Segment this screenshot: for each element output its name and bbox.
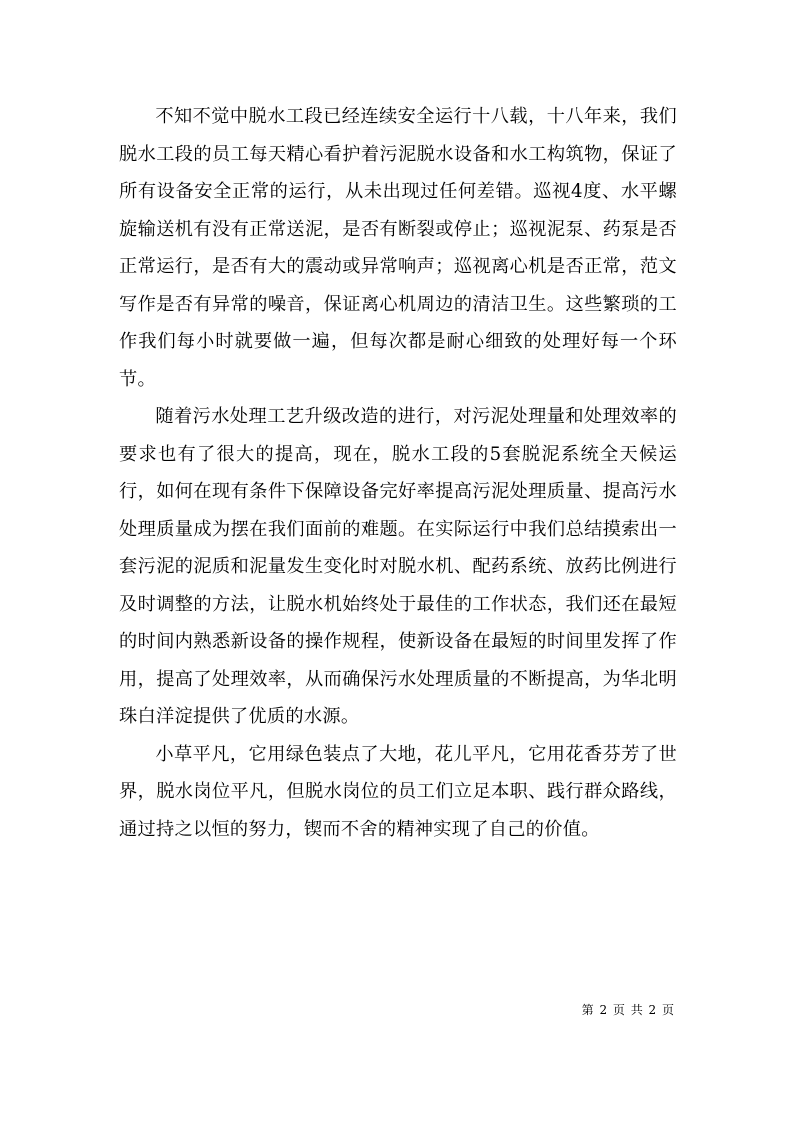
paragraph-2: 随着污水处理工艺升级改造的进行，对污泥处理量和处理效率的要求也有了很大的提高，现在，脱水工段的5套脱泥系统全天候运行，如何在现有条件下保障设备完好率提高污泥处理质量、提高污水处理质量成为摆在我们面前的难题。在实际运行中我们总结摸索出一套污泥的泥质和泥量发生变化时对脱水机、配药系统、放药比例进行及时调整的方法，让脱水机始终处于最佳的工作状态，我们还在最短的时间内熟悉新设备的操作规程，使新设备在最短的时间里发挥了作用，提高了处理效率，从而确保污水处理质量的不断提高，为华北明珠白洋淀提供了优质的水源。 (119, 406, 677, 727)
document-body (119, 98, 677, 848)
page-number: 第 2 页 共 2 页 (581, 1003, 675, 1017)
paragraph-3: 小草平凡，它用绿色装点了大地，花儿平凡，它用花香芬芳了世界，脱水岗位平凡，但脱水岗位的员工们立足本职、践行群众路线，通过持之以恒的努力，锲而不舍的精神实现了自己的价值。 (119, 743, 677, 840)
paragraph-1: 不知不觉中脱水工段已经连续安全运行十八载，十八年来，我们脱水工段的员工每天精心看护着污泥脱水设备和水工构筑物，保证了所有设备安全正常的运行，从未出现过任何差错。巡视4度、水平螺旋输送机有没有正常送泥，是否有断裂或停止；巡视泥泵、药泵是否正常运行，是否有大的震动或异常响声；巡视离心机是否正常，范文写作是否有异常的噪音，保证离心机周边的清洁卫生。这些繁琐的工作我们每小时就要做一遍，但每次都是耐心细致的处理好每一个环节。 (119, 106, 677, 390)
